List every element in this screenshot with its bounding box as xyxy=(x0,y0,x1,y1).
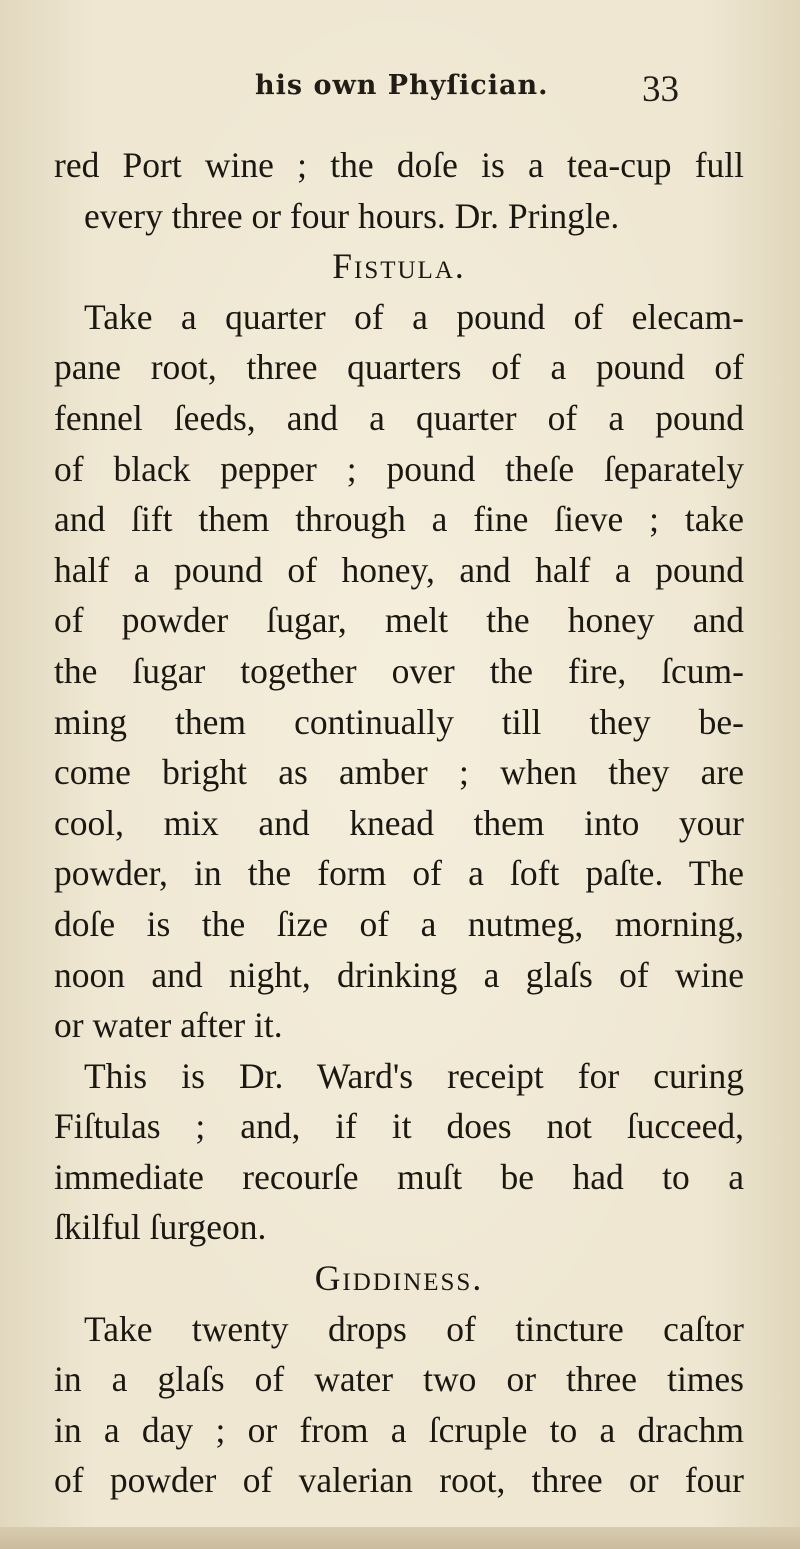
text-line: pane root, three quarters of a pound of xyxy=(54,347,744,388)
text-line: Take twenty drops of tincture caſtor xyxy=(84,1308,744,1349)
body-text xyxy=(54,140,744,1506)
text-line: in a glaſs of water two or three times xyxy=(54,1359,744,1400)
running-head: his own Phyſician. xyxy=(255,70,549,101)
text-line: in a day ; or from a ſcruple to a drachm xyxy=(54,1409,744,1450)
text-line: noon and night, drinking a glaſs of wine xyxy=(54,954,744,995)
section-heading-giddiness: Giddiness. xyxy=(314,1258,484,1299)
text-line: or water after it. xyxy=(54,1005,283,1046)
text-line: of powder of valerian root, three or four xyxy=(54,1460,744,1501)
text-line: and ſift them through a fine ſieve ; take xyxy=(54,499,744,540)
text-line: powder, in the form of a ſoft paſte. The xyxy=(54,853,744,894)
text-line: ming them continually till they be- xyxy=(54,701,744,742)
text-line: of black pepper ; pound theſe ſeparately xyxy=(54,448,744,489)
text-line: doſe is the ſize of a nutmeg, morning, xyxy=(54,903,744,944)
text-line: Fiſtulas ; and, if it does not ſucceed, xyxy=(54,1106,744,1147)
text-line: the ſugar together over the fire, ſcum- xyxy=(54,650,744,691)
text-line: cool, mix and knead them into your xyxy=(54,802,744,843)
text-line: half a pound of honey, and half a pound xyxy=(54,549,744,590)
section-heading-fistula: Fistula. xyxy=(332,246,466,287)
text-line: red Port wine ; the doſe is a tea-cup full xyxy=(54,145,744,185)
text-line: ſkilful ſurgeon. xyxy=(54,1207,267,1248)
text-line: fennel ſeeds, and a quarter of a pound xyxy=(54,397,744,438)
text-line: Take a quarter of a pound of elecam- xyxy=(84,296,744,337)
page-bottom-edge xyxy=(0,1527,800,1549)
page-header xyxy=(0,60,800,110)
text-line: every three or four hours. Dr. Pringle. xyxy=(84,195,620,236)
page-number: 33 xyxy=(642,69,679,110)
text-line: come bright as amber ; when they are xyxy=(54,752,744,793)
text-line: immediate recourſe muſt be had to a xyxy=(54,1156,744,1197)
text-line: of powder ſugar, melt the honey and xyxy=(54,600,744,641)
text-line: This is Dr. Ward's receipt for curing xyxy=(84,1055,744,1096)
